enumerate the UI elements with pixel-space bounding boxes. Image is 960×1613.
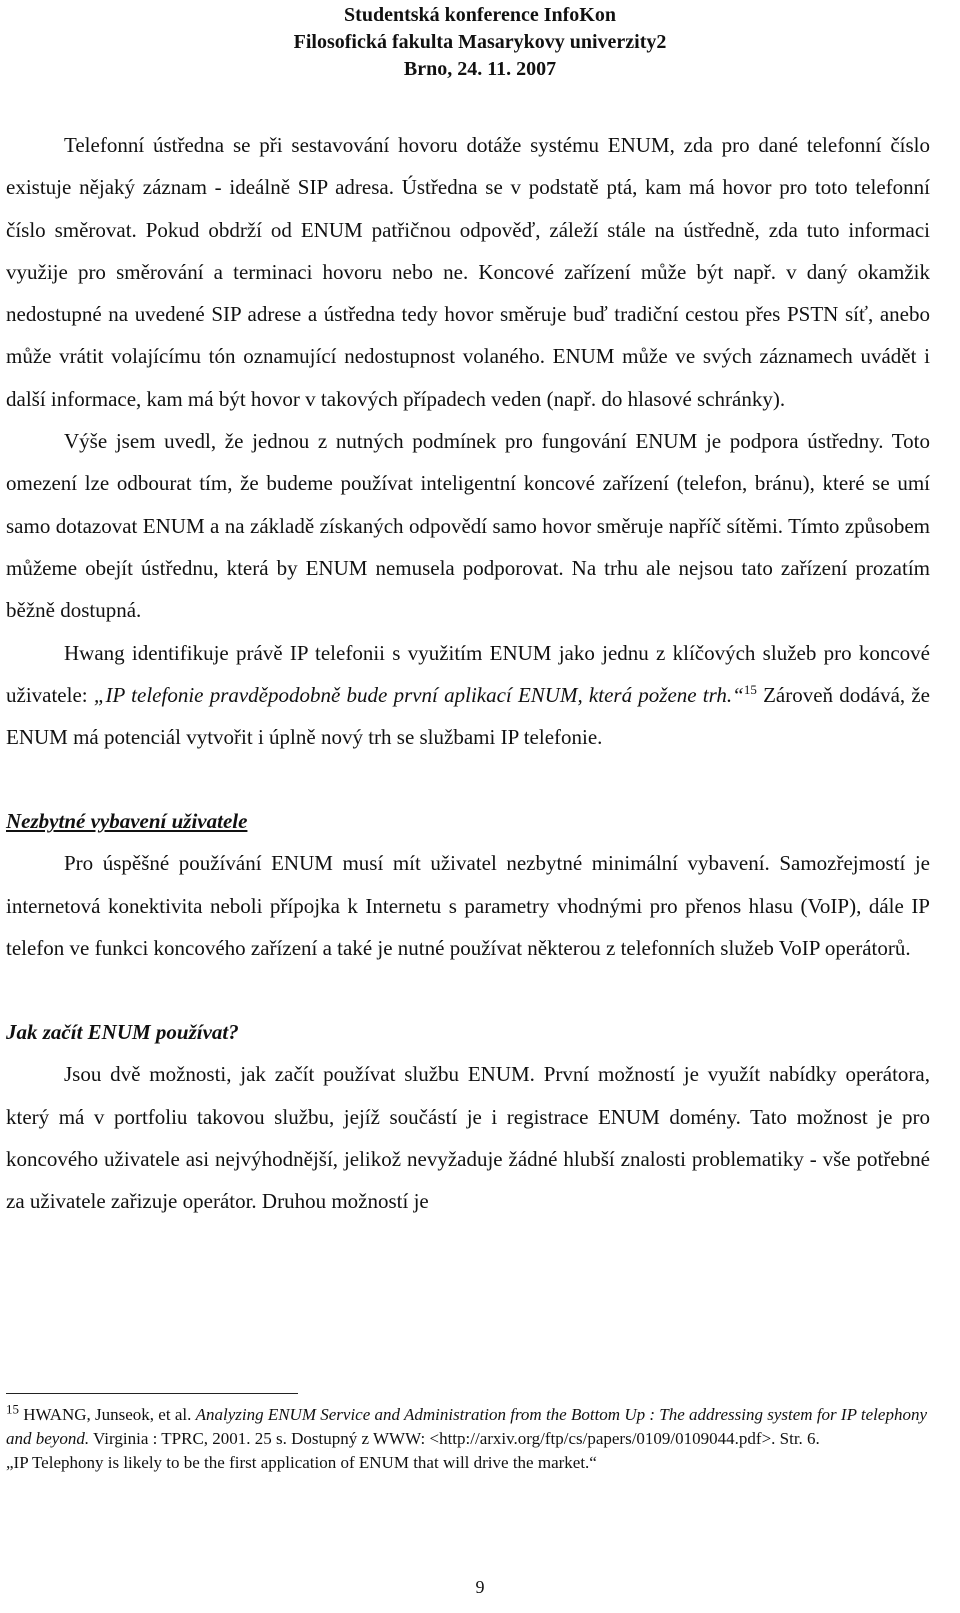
footnote-number: 15 — [6, 1401, 19, 1417]
footnote-source: Virginia : TPRC, 2001. 25 s. Dostupný z WWW: <http://arxiv.org/ftp/cs/papers/0109/0109044.pdf>. Str. 6. — [89, 1429, 820, 1448]
page-header — [0, 2, 960, 83]
footnote-citation — [6, 1403, 930, 1451]
main-text — [6, 124, 930, 1223]
footnote-title: Analyzing ENUM Service and Administration from the Bottom Up : The addressing system for IP telephony and beyond. — [6, 1405, 927, 1448]
paragraph-3 — [6, 632, 930, 759]
section-heading-equipment: Nezbytné vybavení uživatele — [6, 809, 248, 834]
paragraph-2: Výše jsem uvedl, že jednou z nutných podmínek pro fungování ENUM je podpora ústředny. Toto omezení lze odbourat tím, že budeme používat inteligentní koncové zařízení (telefon, bránu), které se umí samo dotazovat ENUM a na základě získaných odpovědí samo hovor směruje napříč sítěmi. Tímto způsobem můžeme obejít ústřednu, která by ENUM nemusela podporovat. Na trhu ale nejsou tato zařízení prozatím běžně dostupná. — [6, 429, 930, 623]
footnote-quote: „IP Telephony is likely to be the first application of ENUM that will drive the market.“ — [6, 1453, 597, 1472]
section-heading-start: Jak začít ENUM používat? — [6, 1020, 239, 1045]
page-number: 9 — [475, 1577, 485, 1597]
footnote-author: HWANG, Junseok, et al. — [19, 1405, 196, 1424]
header-faculty: Filosofická fakulta Masarykovy univerzity2 — [293, 31, 667, 53]
paragraph-1: Telefonní ústředna se při sestavování hovoru dotáže systému ENUM, zda pro dané telefonní číslo existuje nějaký záznam - ideálně SIP adresa. Ústředna se v podstatě ptá, kam má hovor pro toto telefonní číslo směrovat. Pokud obdrží od ENUM patřičnou odpověď, záleží stále na ústředně, zda tuto informaci využije pro směrování a terminaci hovoru nebo ne. Koncové zařízení může být např. v daný okamžik nedostupné na uvedené SIP adrese a ústředna tedy hovor směruje buď tradiční cestou přes PSTN síť, anebo může vrátit volajícímu tón oznamující nedostupnost volaného. ENUM může ve svých záznamech uvádět i další informace, kam má být hovor v takových případech veden (např. do hlasové schránky). — [6, 133, 930, 411]
footnote-ref: 15 — [743, 681, 757, 697]
paragraph-3-end: Zároveň dodává, že ENUM má potenciál vytvořit i úplně nový trh se službami IP telefonie. — [6, 682, 930, 750]
footnote — [6, 1403, 930, 1475]
paragraph-3-start: Hwang identifikuje právě IP telefonii s využitím ENUM jako jednu z klíčových služeb pro koncové uživatele: — [6, 640, 930, 707]
paragraph-5: Jsou dvě možnosti, jak začít používat službu ENUM. První možností je využít nabídky operátora, který má v portfoliu takovou službu, jejíž součástí je i registrace ENUM domény. Tato možnost je pro koncového uživatele asi nejvýhodnější, jelikož nevyžaduje žádné hlubší znalosti problematiky - vše potřebné za uživatele zařizuje operátor. Druhou možností je — [6, 1062, 930, 1214]
header-date: Brno, 24. 11. 2007 — [403, 58, 557, 80]
paragraph-4: Pro úspěšné používání ENUM musí mít uživatel nezbytné minimální vybavení. Samozřejmostí je internetová konektivita neboli přípojka k Internetu s parametry vhodnými pro přenos hlasu (VoIP), dále IP telefon ve funkci koncového zařízení a také je nutné používat některou z telefonních služeb VoIP operátorů. — [6, 851, 930, 961]
footnote-separator — [6, 1393, 298, 1394]
hwang-quote: „IP telefonie pravděpodobně bude první aplikací ENUM, která požene trh.“ — [93, 682, 744, 707]
header-conference: Studentská konference InfoKon — [344, 4, 616, 26]
